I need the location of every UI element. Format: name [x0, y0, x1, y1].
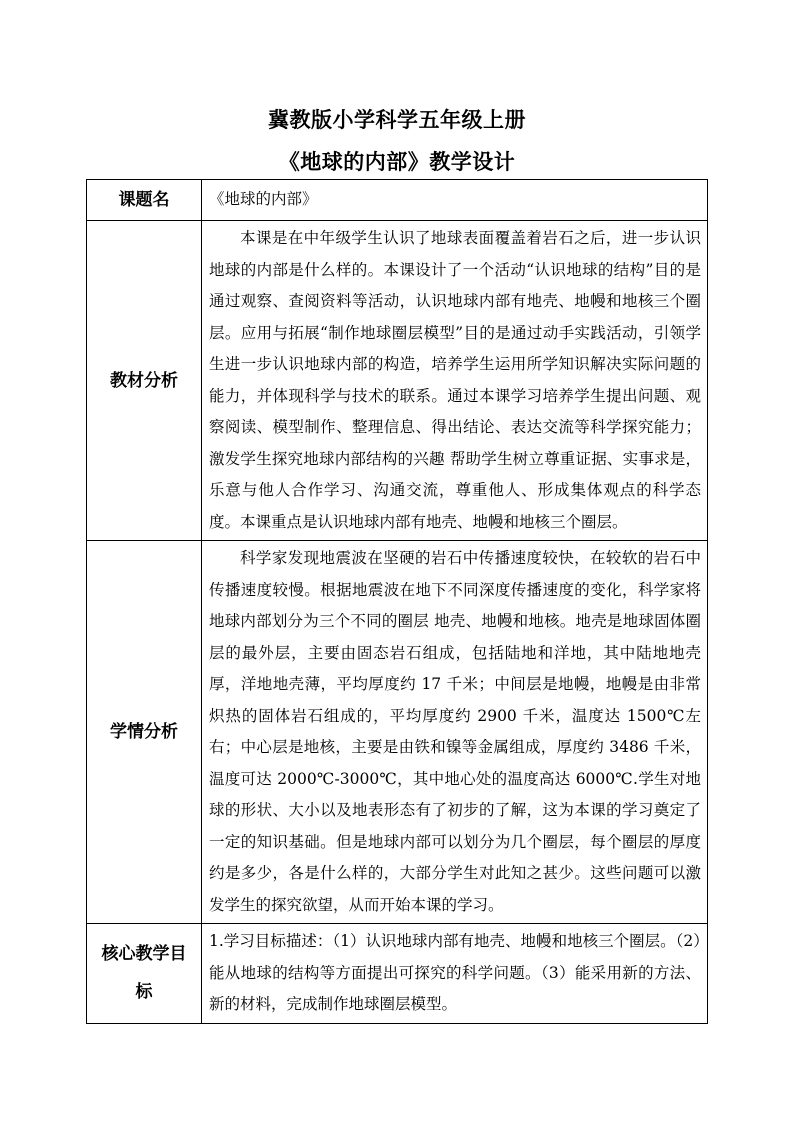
document-subtitle: 《地球的内部》教学设计	[278, 150, 516, 174]
row-content-textbook-analysis: 本课是在中年级学生认识了地球表面覆盖着岩石之后，进一步认识地球的内部是什么样的。本课设计了一个活动“认识地球的结构”目的是通过观察、查阅资料等活动，认识地球内部有地壳、地幔和地核三个圈层。应用与拓展“制作地球圈层模型”目的是通过动手实践活动，引领学生进一步认识地球内部的构造，培养学生运用所学知识解决实际问题的能力，并体现科学与技术的联系。通过本课学习培养学生提出问题、观察阅读、模型制作、整理信息、得出结论、表达交流等科学探究能力；激发学生探究地球内部结构的兴趣 帮助学生树立尊重证据、实事求是，乐意与他人合作学习、沟通交流，尊重他人、形成集体观点的科学态度。本课重点是认识地球内部有地壳、地幔和地核三个圈层。	[209, 229, 701, 531]
document-title: 冀教版小学科学五年级上册	[268, 108, 526, 132]
row-cell-learner-analysis	[202, 541, 708, 924]
row-label-topic: 课题名	[87, 180, 202, 221]
row-content-learner-analysis: 科学家发现地震波在坚硬的岩石中传播速度较快，在较软的岩石中传播速度较慢。根据地震波在地下不同深度传播速度的变化，科学家将地球内部划分为三个不同的圈层 地壳、地幔和地核。地壳是地球固体圈层的最外层，主要由固态岩石组成，包括陆地和洋地，其中陆地地壳厚，洋地地壳薄，平均厚度约 17 千米；中间层是地幔，地幔是由非常炽热的固体岩石组成的，平均厚度约 2900 千米，温度达 1500℃左右；中心层是地核，主要是由铁和镍等金属组成，厚度约 3486 千米，温度可达 2000℃-3000℃，其中地心处的温度高达 6000℃.学生对地球的形状、大小以及地表形态有了初步的了解，这为本课的学习奠定了一定的知识基础。但是地球内部可以划分为几个圈层，每个圈层的厚度约是多少，各是什么样的，大部分学生对此知之甚少。这些问题可以激发学生的探究欲望，从而开始本课的学习。	[209, 549, 701, 914]
row-cell-core-objectives	[202, 924, 708, 1024]
row-cell-textbook-analysis	[202, 221, 708, 541]
lesson-plan-table	[86, 179, 708, 1024]
row-content-topic: 《地球的内部》	[202, 180, 708, 221]
table-row	[87, 221, 708, 541]
row-label-core-objectives: 核心教学目标	[87, 924, 202, 1024]
row-label-learner-analysis: 学情分析	[87, 541, 202, 924]
row-label-textbook-analysis: 教材分析	[87, 221, 202, 541]
row-content-core-objectives: 1.学习目标描述：（1）认识地球内部有地壳、地幔和地核三个圈层。（2）能从地球的结构等方面提出可探究的科学问题。（3）能采用新的方法、新的材料，完成制作地球圈层模型。	[209, 932, 701, 1013]
table-row	[87, 924, 708, 1024]
table-row	[87, 541, 708, 924]
table-row	[87, 180, 708, 221]
